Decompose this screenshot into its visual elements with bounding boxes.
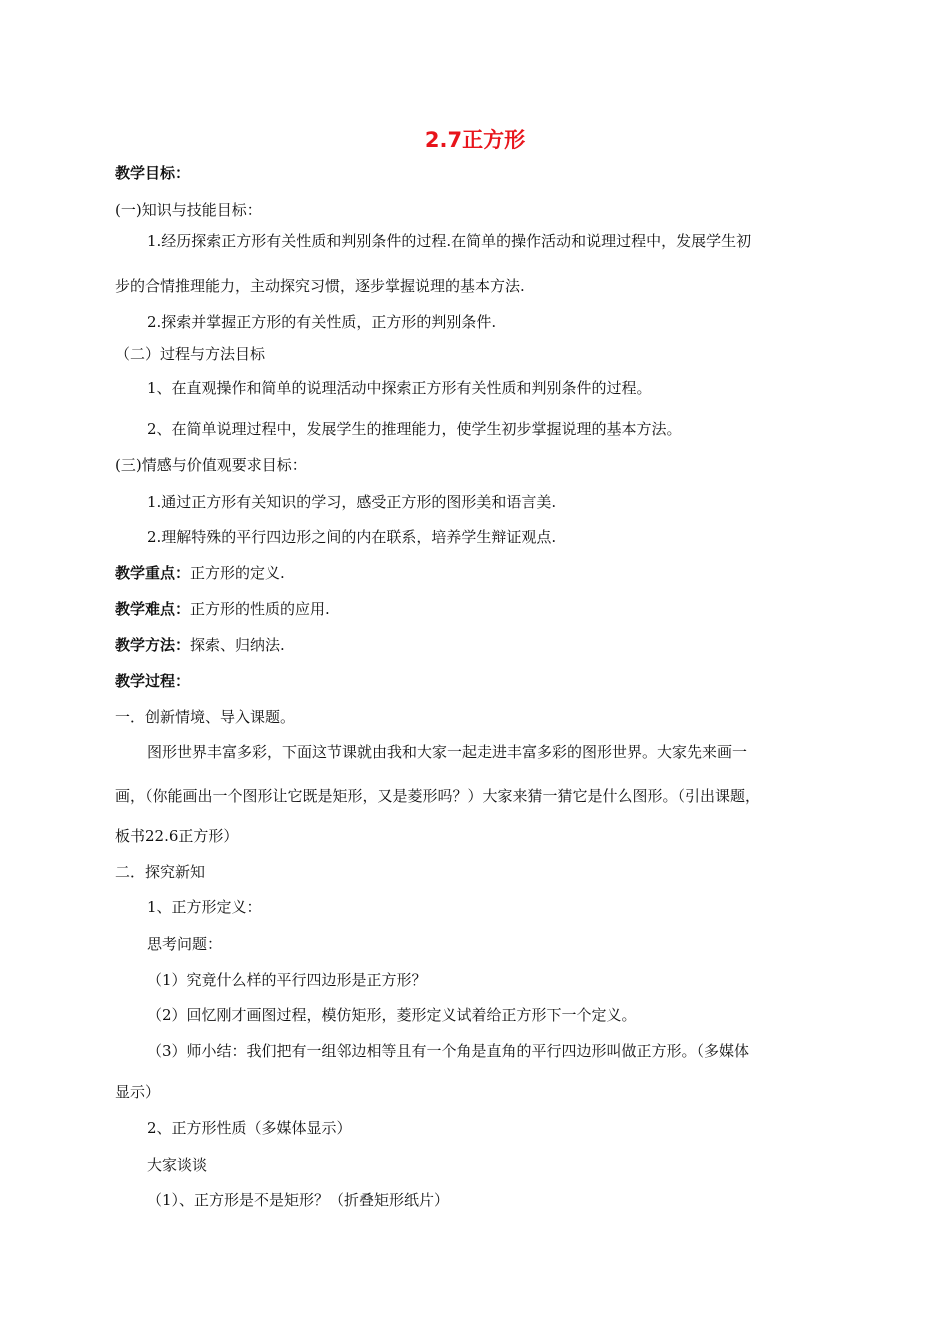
section-2-heading: 二．探究新知 xyxy=(115,863,206,881)
emotion-goals-heading: (三)情感与价值观要求目标： xyxy=(115,456,307,474)
section-1-para-line-1: 图形世界丰富多彩，下面这节课就由我和大家一起走进丰富多彩的图形世界。大家先来画一 xyxy=(147,743,748,761)
process-goals-heading: （二）过程与方法目标 xyxy=(115,345,266,363)
process-goals-item-2: 2、在简单说理过程中，发展学生的推理能力，使学生初步掌握说理的基本方法。 xyxy=(147,420,682,438)
difficulty-row xyxy=(115,599,330,619)
difficulty-text: 正方形的性质的应用. xyxy=(190,600,330,618)
emotion-goals-item-2: 2.理解特殊的平行四边形之间的内在联系，培养学生辩证观点. xyxy=(147,528,557,546)
question-1: （1）究竟什么样的平行四边形是正方形？ xyxy=(147,971,427,989)
process-goals-item-1: 1、在直观操作和简单的说理活动中探索正方形有关性质和判别条件的过程。 xyxy=(147,379,652,397)
section-2-think: 思考问题： xyxy=(147,935,223,953)
section-2-discuss: 大家谈谈 xyxy=(147,1156,208,1174)
section-1-para-line-2: 画，（你能画出一个图形让它既是矩形，又是菱形吗？）大家来猜一猜它是什么图形。（引出课题， xyxy=(115,787,761,805)
section-1-para-line-3: 板书22.6正方形） xyxy=(115,827,239,845)
key-point-row xyxy=(115,563,285,583)
difficulty-label: 教学难点： xyxy=(115,600,191,618)
emotion-goals-item-1: 1.通过正方形有关知识的学习，感受正方形的图形美和语言美. xyxy=(147,493,557,511)
knowledge-item-1-line-2: 步的合情推理能力，主动探究习惯，逐步掌握说理的基本方法. xyxy=(115,277,525,295)
knowledge-item-2: 2.探索并掌握正方形的有关性质，正方形的判别条件. xyxy=(147,313,497,331)
question-3-line-2: 显示） xyxy=(115,1083,161,1101)
key-point-label: 教学重点： xyxy=(115,564,191,582)
section-2-sub-2: 2、正方形性质（多媒体显示） xyxy=(147,1119,352,1137)
method-text: 探索、归纳法. xyxy=(190,636,285,654)
question-3-line-1: （3）师小结：我们把有一组邻边相等且有一个角是直角的平行四边形叫做正方形。（多媒体 xyxy=(147,1042,750,1060)
method-row xyxy=(115,635,285,655)
page-title: 2.7正方形 xyxy=(424,128,526,152)
discussion-item-1: （1）、正方形是不是矩形？（折叠矩形纸片） xyxy=(147,1191,450,1209)
objectives-heading: 教学目标： xyxy=(115,164,191,182)
knowledge-item-1-line-1: 1.经历探索正方形有关性质和判别条件的过程.在简单的操作活动和说理过程中，发展学生初 xyxy=(147,232,752,250)
method-label: 教学方法： xyxy=(115,636,191,654)
key-point-text: 正方形的定义. xyxy=(190,564,285,582)
section-1-heading: 一．创新情境、导入课题。 xyxy=(115,708,296,726)
knowledge-heading: (一)知识与技能目标： xyxy=(115,201,262,219)
procedure-heading: 教学过程： xyxy=(115,672,191,690)
section-2-sub-1: 1、正方形定义： xyxy=(147,898,262,916)
question-2: （2）回忆刚才画图过程，模仿矩形，菱形定义试着给正方形下一个定义。 xyxy=(147,1006,637,1024)
